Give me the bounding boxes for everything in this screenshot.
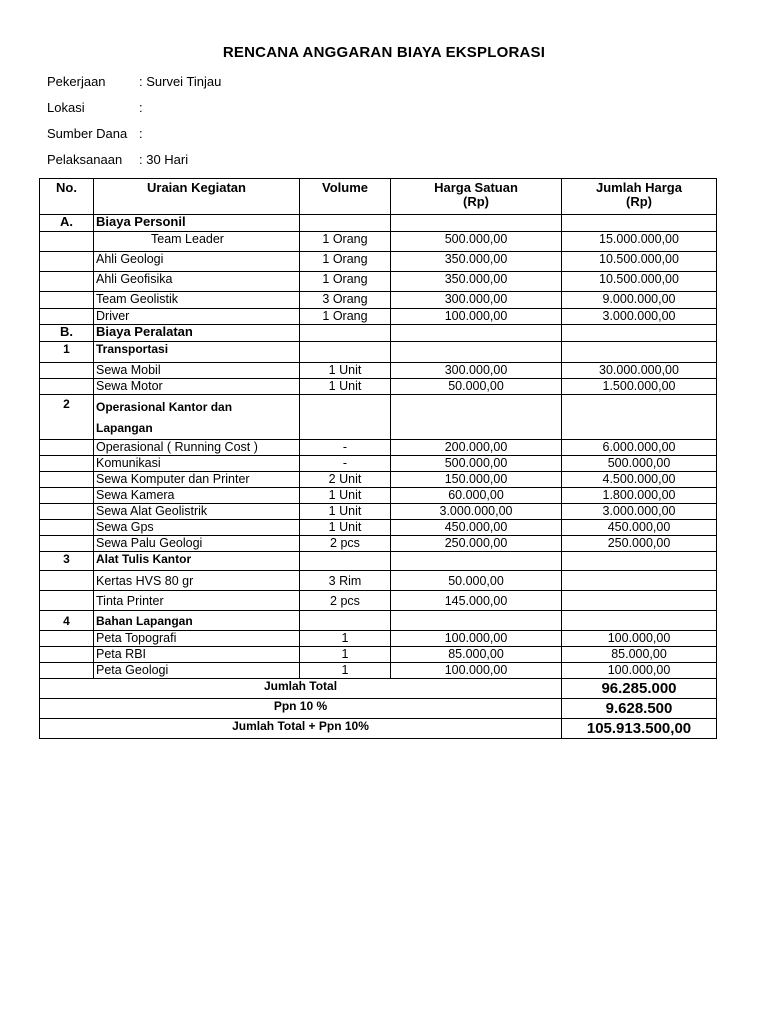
header-uraian: Uraian Kegiatan <box>94 179 300 215</box>
subsection-label: Transportasi <box>94 342 300 363</box>
header-no: No. <box>40 179 94 215</box>
meta-sumber-dana <box>47 126 143 141</box>
table-row <box>40 472 717 488</box>
item-harga: 3.000.000,00 <box>391 504 562 520</box>
total-value: 96.285.000 <box>562 679 717 699</box>
table-row <box>40 232 717 252</box>
item-volume: 1 Unit <box>300 504 391 520</box>
section-row <box>40 215 717 232</box>
table-row <box>40 488 717 504</box>
table-header-row <box>40 179 717 215</box>
table-row <box>40 456 717 472</box>
meta-label: Lokasi <box>47 100 85 115</box>
header-jumlah-line2: (Rp) <box>626 194 652 209</box>
table-row <box>40 309 717 325</box>
grand-total-row <box>40 719 717 739</box>
item-volume: 3 Rim <box>300 571 391 591</box>
item-uraian: Peta Topografi <box>94 631 300 647</box>
item-volume: 1 Unit <box>300 363 391 379</box>
item-harga: 50.000,00 <box>391 379 562 395</box>
item-jumlah: 9.000.000,00 <box>562 292 717 309</box>
table-row <box>40 272 717 292</box>
item-uraian: Sewa Alat Geolistrik <box>94 504 300 520</box>
header-volume: Volume <box>300 179 391 215</box>
item-jumlah: 1.800.000,00 <box>562 488 717 504</box>
item-uraian: Komunikasi <box>94 456 300 472</box>
section-label: Biaya Personil <box>94 215 300 232</box>
item-volume: 1 Unit <box>300 379 391 395</box>
section-label: Biaya Peralatan <box>94 325 300 342</box>
item-volume: 1 Unit <box>300 520 391 536</box>
table-row <box>40 292 717 309</box>
item-jumlah: 250.000,00 <box>562 536 717 552</box>
document-title: RENCANA ANGGARAN BIAYA EKSPLORASI <box>222 44 546 61</box>
grand-total-value: 105.913.500,00 <box>562 719 717 739</box>
subsection-row <box>40 611 717 631</box>
subsection-no: 2 <box>40 395 94 440</box>
subsection-no: 1 <box>40 342 94 363</box>
item-jumlah: 15.000.000,00 <box>562 232 717 252</box>
subsection-row <box>40 395 717 440</box>
item-harga: 200.000,00 <box>391 440 562 456</box>
item-volume: 1 Orang <box>300 232 391 252</box>
subsection-no: 4 <box>40 611 94 631</box>
item-harga: 50.000,00 <box>391 571 562 591</box>
item-uraian: Sewa Mobil <box>94 363 300 379</box>
item-uraian: Driver <box>94 309 300 325</box>
item-uraian: Ahli Geologi <box>94 252 300 272</box>
item-harga: 500.000,00 <box>391 232 562 252</box>
item-jumlah: 30.000.000,00 <box>562 363 717 379</box>
header-harga-line1: Harga Satuan <box>434 180 518 195</box>
subsection-label <box>94 395 300 440</box>
table-row <box>40 571 717 591</box>
ppn-row <box>40 699 717 719</box>
item-volume: 1 Orang <box>300 309 391 325</box>
item-volume: 1 <box>300 647 391 663</box>
item-volume: 1 Orang <box>300 252 391 272</box>
item-jumlah: 100.000,00 <box>562 631 717 647</box>
table-row <box>40 379 717 395</box>
item-volume: 1 <box>300 631 391 647</box>
item-jumlah: 85.000,00 <box>562 647 717 663</box>
item-harga: 150.000,00 <box>391 472 562 488</box>
item-uraian: Sewa Palu Geologi <box>94 536 300 552</box>
item-volume: - <box>300 456 391 472</box>
item-jumlah: 500.000,00 <box>562 456 717 472</box>
item-volume: - <box>300 440 391 456</box>
subsection-label-line2: Lapangan <box>96 421 153 435</box>
item-volume: 2 pcs <box>300 536 391 552</box>
item-harga: 85.000,00 <box>391 647 562 663</box>
item-volume: 3 Orang <box>300 292 391 309</box>
item-jumlah: 10.500.000,00 <box>562 272 717 292</box>
item-harga: 450.000,00 <box>391 520 562 536</box>
meta-value: : <box>139 100 143 115</box>
header-jumlah-harga <box>562 179 717 215</box>
item-jumlah <box>562 591 717 611</box>
meta-label: Pekerjaan <box>47 74 106 89</box>
meta-label: Sumber Dana <box>47 126 128 141</box>
item-uraian: Team Geolistik <box>94 292 300 309</box>
section-no: B. <box>40 325 94 342</box>
table-row <box>40 252 717 272</box>
item-jumlah: 6.000.000,00 <box>562 440 717 456</box>
item-uraian: Tinta Printer <box>94 591 300 611</box>
item-uraian: Sewa Gps <box>94 520 300 536</box>
item-harga: 250.000,00 <box>391 536 562 552</box>
item-harga: 100.000,00 <box>391 663 562 679</box>
meta-value: : Survei Tinjau <box>139 74 222 89</box>
meta-pekerjaan <box>47 74 221 89</box>
item-volume: 2 Unit <box>300 472 391 488</box>
table-row <box>40 440 717 456</box>
subsection-no: 3 <box>40 552 94 571</box>
item-jumlah: 3.000.000,00 <box>562 504 717 520</box>
ppn-value: 9.628.500 <box>562 699 717 719</box>
item-jumlah: 1.500.000,00 <box>562 379 717 395</box>
item-volume: 1 Unit <box>300 488 391 504</box>
subsection-row <box>40 552 717 571</box>
section-row <box>40 325 717 342</box>
subsection-row <box>40 342 717 363</box>
item-uraian: Ahli Geofisika <box>94 272 300 292</box>
item-harga: 145.000,00 <box>391 591 562 611</box>
table-row <box>40 536 717 552</box>
subsection-label-line1: Operasional Kantor dan <box>96 400 233 414</box>
grand-total-label: Jumlah Total + Ppn 10% <box>40 719 562 739</box>
item-harga: 300.000,00 <box>391 292 562 309</box>
item-volume: 2 pcs <box>300 591 391 611</box>
item-volume: 1 <box>300 663 391 679</box>
subsection-label: Alat Tulis Kantor <box>94 552 300 571</box>
item-harga: 350.000,00 <box>391 272 562 292</box>
header-harga-line2: (Rp) <box>463 194 489 209</box>
item-harga: 500.000,00 <box>391 456 562 472</box>
item-harga: 60.000,00 <box>391 488 562 504</box>
item-uraian: Peta Geologi <box>94 663 300 679</box>
meta-lokasi <box>47 100 143 115</box>
meta-value: : <box>139 126 143 141</box>
table-row <box>40 663 717 679</box>
total-row <box>40 679 717 699</box>
total-label: Jumlah Total <box>40 679 562 699</box>
item-harga: 300.000,00 <box>391 363 562 379</box>
item-harga: 350.000,00 <box>391 252 562 272</box>
table-row <box>40 647 717 663</box>
table-row <box>40 504 717 520</box>
table-row <box>40 363 717 379</box>
item-uraian: Sewa Kamera <box>94 488 300 504</box>
item-uraian: Team Leader <box>94 232 300 252</box>
item-uraian: Sewa Komputer dan Printer <box>94 472 300 488</box>
item-jumlah: 450.000,00 <box>562 520 717 536</box>
budget-table <box>39 178 717 739</box>
item-harga: 100.000,00 <box>391 309 562 325</box>
section-no: A. <box>40 215 94 232</box>
meta-value: : 30 Hari <box>139 152 189 167</box>
item-uraian: Peta RBI <box>94 647 300 663</box>
table-row <box>40 520 717 536</box>
meta-pelaksanaan <box>47 152 188 167</box>
item-uraian: Sewa Motor <box>94 379 300 395</box>
item-volume: 1 Orang <box>300 272 391 292</box>
header-harga-satuan <box>391 179 562 215</box>
table-row <box>40 631 717 647</box>
subsection-label: Bahan Lapangan <box>94 611 300 631</box>
meta-label: Pelaksanaan <box>47 152 123 167</box>
table-row <box>40 591 717 611</box>
item-jumlah: 4.500.000,00 <box>562 472 717 488</box>
header-jumlah-line1: Jumlah Harga <box>596 180 682 195</box>
item-uraian: Operasional ( Running Cost ) <box>94 440 300 456</box>
item-jumlah: 10.500.000,00 <box>562 252 717 272</box>
item-jumlah <box>562 571 717 591</box>
item-uraian: Kertas HVS 80 gr <box>94 571 300 591</box>
ppn-label: Ppn 10 % <box>40 699 562 719</box>
item-harga: 100.000,00 <box>391 631 562 647</box>
item-jumlah: 3.000.000,00 <box>562 309 717 325</box>
item-jumlah: 100.000,00 <box>562 663 717 679</box>
